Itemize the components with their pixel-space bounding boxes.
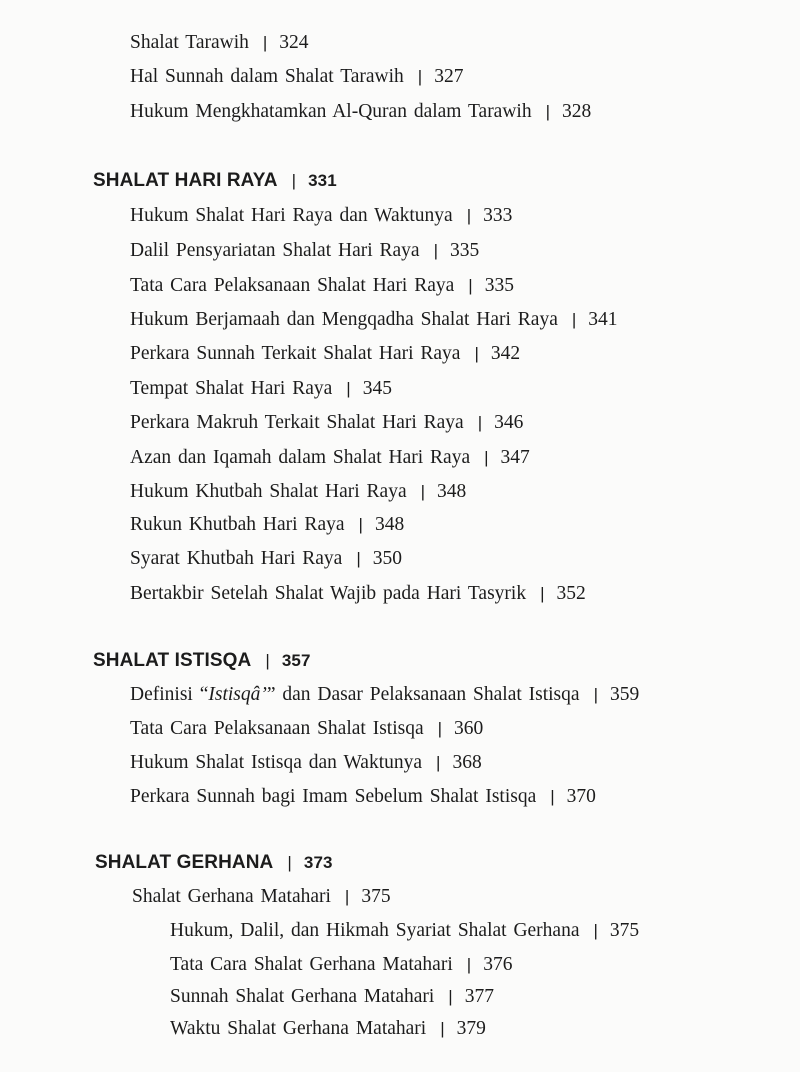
- toc-separator: |: [346, 379, 351, 398]
- toc-separator: |: [466, 955, 472, 974]
- toc-entry-title-italic: Istisqâ’: [208, 684, 267, 705]
- toc-separator: |: [356, 549, 361, 568]
- toc-entry-title: Bertakbir Setelah Shalat Wajib pada Hari Tasyrik: [130, 583, 527, 604]
- toc-entry-title: Rukun Khutbah Hari Raya: [130, 514, 345, 535]
- toc-separator: |: [417, 67, 423, 86]
- toc-separator: |: [262, 33, 268, 52]
- toc-separator: |: [571, 310, 577, 329]
- toc-entry: [130, 100, 591, 124]
- toc-separator: |: [358, 515, 363, 534]
- section-heading-title: SHALAT ISTISQA: [93, 650, 252, 671]
- toc-entry-title: Tempat Shalat Hari Raya: [130, 378, 333, 399]
- toc-entry: [130, 513, 404, 537]
- toc-separator: |: [440, 1019, 445, 1038]
- toc-entry: [130, 308, 618, 332]
- toc-entry-title: Perkara Sunnah bagi Imam Sebelum Shalat Istisqa: [130, 786, 537, 807]
- section-heading-page: 357: [281, 651, 311, 670]
- toc-entry-title: Hukum Khutbah Shalat Hari Raya: [130, 481, 407, 502]
- toc-entry: [130, 31, 309, 55]
- toc-entry: [130, 411, 523, 435]
- toc-separator: |: [545, 102, 551, 121]
- toc-entry: [130, 342, 520, 366]
- toc-separator: |: [433, 241, 439, 260]
- toc-separator: |: [448, 987, 453, 1006]
- toc-separator: |: [265, 651, 270, 670]
- toc-entry-page: 375: [609, 920, 640, 941]
- toc-entry-page: 346: [494, 412, 524, 433]
- toc-separator: |: [468, 276, 473, 295]
- section-heading-page: 373: [303, 853, 333, 872]
- toc-separator: |: [287, 853, 292, 872]
- toc-entry: [130, 785, 596, 809]
- section-heading-title: SHALAT HARI RAYA: [93, 170, 278, 191]
- toc-entry: [130, 446, 530, 470]
- toc-entry-page: 379: [456, 1018, 486, 1039]
- toc-entry-page: 376: [483, 954, 513, 975]
- toc-entry-page: 327: [434, 66, 464, 87]
- toc-entry-page: 360: [454, 718, 484, 739]
- toc-entry: [130, 239, 479, 263]
- toc-entry-page: 333: [483, 205, 513, 226]
- toc-sub-entry: [170, 1017, 486, 1041]
- toc-entry-page: 335: [450, 240, 480, 261]
- toc-entry-title: Syarat Khutbah Hari Raya: [130, 548, 343, 569]
- toc-separator: |: [437, 719, 443, 738]
- toc-separator: |: [477, 413, 483, 432]
- toc-entry-page: 335: [484, 275, 514, 296]
- toc-entry-title: Waktu Shalat Gerhana Matahari: [170, 1018, 427, 1039]
- toc-entry-title-prefix: Definisi “: [130, 684, 209, 705]
- toc-entry-title: Tata Cara Shalat Gerhana Matahari: [170, 954, 453, 975]
- toc-entry: [130, 274, 514, 298]
- section-heading-page: 331: [308, 171, 337, 190]
- toc-entry: [132, 885, 391, 909]
- toc-entry-title: Hukum Shalat Istisqa dan Waktunya: [130, 752, 423, 773]
- toc-entry-page: 352: [556, 583, 586, 604]
- toc-entry: [130, 683, 639, 707]
- toc-entry-title-suffix: ” dan Dasar Pelaksanaan Shalat Istisqa: [266, 684, 580, 705]
- toc-entry: [130, 582, 586, 606]
- toc-entry-page: 345: [362, 378, 392, 399]
- toc-entry-page: 348: [437, 481, 467, 502]
- toc-separator: |: [593, 921, 598, 940]
- toc-entry-page: 350: [372, 548, 402, 569]
- toc-sub-entry: [170, 985, 494, 1009]
- toc-entry: [130, 65, 463, 89]
- toc-separator: |: [436, 753, 441, 772]
- toc-entry-title: Hukum, Dalil, dan Hikmah Syariat Shalat Gerhana: [170, 920, 580, 941]
- toc-entry-page: 348: [374, 514, 405, 535]
- toc-entry: [130, 204, 512, 228]
- toc-entry-title: Hukum Berjamaah dan Mengqadha Shalat Hari Raya: [130, 309, 558, 330]
- toc-entry-page: 375: [361, 886, 391, 907]
- toc-separator: |: [474, 344, 479, 363]
- toc-separator: |: [344, 887, 350, 906]
- toc-entry-page: 370: [566, 786, 596, 807]
- toc-entry-title: Sunnah Shalat Gerhana Matahari: [170, 986, 435, 1007]
- toc-entry-title: Hukum Shalat Hari Raya dan Waktunya: [130, 205, 453, 226]
- toc-separator: |: [291, 171, 297, 190]
- toc-entry-title: Azan dan Iqamah dalam Shalat Hari Raya: [130, 447, 471, 468]
- toc-sub-entry: [170, 919, 639, 943]
- toc-separator: |: [420, 482, 426, 501]
- toc-separator: |: [550, 787, 555, 806]
- toc-entry-title: Shalat Gerhana Matahari: [132, 886, 331, 907]
- section-heading-gerhana: [95, 851, 333, 875]
- toc-entry-page: 377: [464, 986, 494, 1007]
- toc-entry-page: 324: [279, 32, 309, 53]
- section-heading-title: SHALAT GERHANA: [95, 852, 274, 873]
- toc-entry-page: 342: [490, 343, 521, 364]
- toc-entry-title: Hal Sunnah dalam Shalat Tarawih: [130, 66, 404, 87]
- toc-entry-title: Tata Cara Pelaksanaan Shalat Hari Raya: [130, 275, 455, 296]
- toc-entry: [130, 751, 482, 775]
- section-heading-hari-raya: [93, 169, 337, 193]
- toc-entry-title: Shalat Tarawih: [130, 32, 249, 53]
- toc-entry-page: 368: [452, 752, 482, 773]
- toc-separator: |: [540, 584, 545, 603]
- toc-entry: [130, 480, 466, 504]
- toc-separator: |: [466, 206, 472, 225]
- toc-entry: [130, 717, 483, 741]
- toc-separator: |: [484, 448, 489, 467]
- toc-entry-title: Perkara Sunnah Terkait Shalat Hari Raya: [130, 343, 461, 364]
- section-heading-istisqa: [93, 649, 311, 673]
- toc-entry-title: Tata Cara Pelaksanaan Shalat Istisqa: [130, 718, 424, 739]
- toc-entry-page: 359: [609, 684, 640, 705]
- toc-entry-page: 341: [588, 309, 618, 330]
- toc-entry-title: Hukum Mengkhatamkan Al-Quran dalam Tarawih: [130, 101, 532, 122]
- toc-entry: [130, 377, 392, 401]
- toc-entry-page: 347: [500, 447, 530, 468]
- toc-entry-title: Perkara Makruh Terkait Shalat Hari Raya: [130, 412, 464, 433]
- toc-entry: [130, 547, 402, 571]
- toc-separator: |: [593, 685, 598, 704]
- toc-entry-page: 328: [562, 101, 592, 122]
- toc-entry-title: Dalil Pensyariatan Shalat Hari Raya: [130, 240, 420, 261]
- toc-sub-entry: [170, 953, 512, 977]
